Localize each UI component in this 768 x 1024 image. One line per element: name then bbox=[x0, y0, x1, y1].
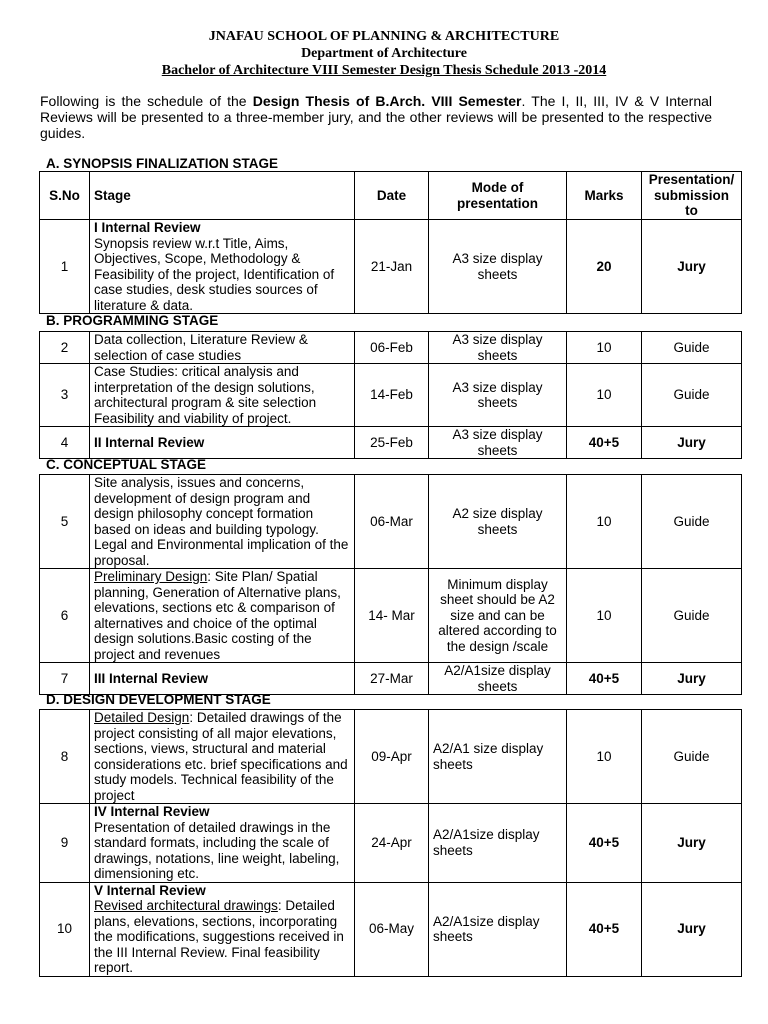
row-to: Jury bbox=[642, 804, 742, 883]
row-marks: 20 bbox=[567, 220, 642, 314]
row-marks: 10 bbox=[567, 332, 642, 364]
row-stage bbox=[90, 569, 355, 663]
row-mode: A2/A1size display sheets bbox=[429, 882, 567, 976]
row-stage: Case Studies: critical analysis and interpretation of the design solutions, architectural program & site selection Feasibility and viability of project. bbox=[90, 364, 355, 427]
row-mode: Minimum display sheet should be A2 size and can be altered according to the design /scale bbox=[429, 569, 567, 663]
table-row bbox=[40, 882, 742, 976]
row-date: 14-Feb bbox=[355, 364, 429, 427]
row-sno: 6 bbox=[40, 569, 90, 663]
row-mode: A2 size display sheets bbox=[429, 475, 567, 569]
col-header-marks: Marks bbox=[567, 172, 642, 220]
row-to: Guide bbox=[642, 364, 742, 427]
row-mode: A2/A1size display sheets bbox=[429, 804, 567, 883]
row-sno: 2 bbox=[40, 332, 90, 364]
row-stage-desc: Synopsis review w.r.t Title, Aims, Objectives, Scope, Methodology & Feasibility of the project, Identification of case studies, desk studies sources of literature & data. bbox=[94, 235, 335, 313]
table-row bbox=[40, 220, 742, 314]
row-date: 06-May bbox=[355, 882, 429, 976]
row-stage bbox=[90, 710, 355, 804]
row-marks: 10 bbox=[567, 475, 642, 569]
row-sno: 3 bbox=[40, 364, 90, 427]
row-mode: A2/A1size display sheets bbox=[429, 663, 567, 695]
table-row bbox=[40, 332, 742, 364]
row-mode: A3 size display sheets bbox=[429, 364, 567, 427]
row-stage-desc: : Site Plan/ Spatial planning, Generation of Alternative plans, elevations, sections etc & comparison of alternatives and choice of the optimal design solutions.Basic costing of the project and revenues bbox=[94, 569, 341, 662]
document-header bbox=[0, 28, 768, 79]
row-mode: A3 size display sheets bbox=[429, 427, 567, 459]
row-to: Guide bbox=[642, 332, 742, 364]
row-stage bbox=[90, 804, 355, 883]
row-sno: 5 bbox=[40, 475, 90, 569]
row-date: 09-Apr bbox=[355, 710, 429, 804]
table-section-d bbox=[39, 709, 742, 977]
section-b-title: B. PROGRAMMING STAGE bbox=[46, 313, 219, 328]
row-marks: 10 bbox=[567, 364, 642, 427]
row-to: Jury bbox=[642, 663, 742, 695]
section-a-title: A. SYNOPSIS FINALIZATION STAGE bbox=[46, 156, 279, 171]
row-stage: Site analysis, issues and concerns, development of design program and design philosophy concept formation based on ideas and building typology. Legal and Environmental implication of the proposal. bbox=[90, 475, 355, 569]
row-sno: 10 bbox=[40, 882, 90, 976]
row-stage-desc: : Detailed drawings of the project consisting of all major elevations, sections, views, structural and material considerations etc. brief specifications and study models. Technical feasibility of the project bbox=[94, 710, 348, 803]
row-stage-title: I Internal Review bbox=[94, 220, 201, 235]
row-date: 06-Mar bbox=[355, 475, 429, 569]
row-date: 24-Apr bbox=[355, 804, 429, 883]
row-mode: A3 size display sheets bbox=[429, 332, 567, 364]
row-date: 21-Jan bbox=[355, 220, 429, 314]
row-to: Guide bbox=[642, 475, 742, 569]
department-name: Department of Architecture bbox=[301, 46, 467, 61]
row-date: 14- Mar bbox=[355, 569, 429, 663]
row-sno: 9 bbox=[40, 804, 90, 883]
table-section-c bbox=[39, 474, 742, 695]
row-stage-title: IV Internal Review bbox=[94, 804, 210, 819]
table-section-b bbox=[39, 331, 742, 459]
row-marks: 10 bbox=[567, 710, 642, 804]
col-header-stage: Stage bbox=[90, 172, 355, 220]
table-row bbox=[40, 569, 742, 663]
row-stage-underlined: Preliminary Design bbox=[94, 569, 208, 584]
row-sno: 7 bbox=[40, 663, 90, 695]
row-to: Jury bbox=[642, 882, 742, 976]
section-c-title: C. CONCEPTUAL STAGE bbox=[46, 457, 207, 472]
intro-bold: Design Thesis of B.Arch. VIII Semester bbox=[252, 93, 522, 109]
row-sno: 8 bbox=[40, 710, 90, 804]
row-marks: 40+5 bbox=[567, 804, 642, 883]
schedule-title: Bachelor of Architecture VIII Semester Design Thesis Schedule 2013 -2014 bbox=[161, 63, 607, 78]
row-stage: Data collection, Literature Review & selection of case studies bbox=[90, 332, 355, 364]
section-d-title: D. DESIGN DEVELOPMENT STAGE bbox=[46, 692, 271, 707]
col-header-to: Presentation/ submission to bbox=[642, 172, 742, 220]
table-row bbox=[40, 710, 742, 804]
col-header-sno: S.No bbox=[40, 172, 90, 220]
table-section-a bbox=[39, 171, 742, 314]
row-marks: 10 bbox=[567, 569, 642, 663]
col-header-date: Date bbox=[355, 172, 429, 220]
row-mode: A3 size display sheets bbox=[429, 220, 567, 314]
table-row bbox=[40, 804, 742, 883]
row-stage-desc: Presentation of detailed drawings in the standard formats, including the scale of drawings, notations, line weight, labeling, dimensioning etc. bbox=[94, 819, 340, 881]
row-sno: 4 bbox=[40, 427, 90, 459]
row-stage-title: II Internal Review bbox=[90, 427, 355, 459]
row-stage-underlined: Detailed Design bbox=[94, 710, 190, 725]
row-stage-underlined: Revised architectural drawings bbox=[94, 898, 278, 913]
row-to: Jury bbox=[642, 220, 742, 314]
row-to: Guide bbox=[642, 710, 742, 804]
row-stage bbox=[90, 220, 355, 314]
intro-pre: Following is the schedule of the bbox=[40, 93, 253, 109]
row-mode: A2/A1 size display sheets bbox=[429, 710, 567, 804]
table-header-row bbox=[40, 172, 742, 220]
row-marks: 40+5 bbox=[567, 427, 642, 459]
school-name: JNAFAU SCHOOL OF PLANNING & ARCHITECTURE bbox=[208, 29, 560, 44]
intro-paragraph bbox=[40, 93, 712, 141]
table-row bbox=[40, 475, 742, 569]
row-to: Jury bbox=[642, 427, 742, 459]
row-marks: 40+5 bbox=[567, 663, 642, 695]
row-marks: 40+5 bbox=[567, 882, 642, 976]
row-date: 25-Feb bbox=[355, 427, 429, 459]
row-sno: 1 bbox=[40, 220, 90, 314]
row-stage bbox=[90, 882, 355, 976]
row-date: 06-Feb bbox=[355, 332, 429, 364]
row-stage-title: III Internal Review bbox=[90, 663, 355, 695]
row-stage-title: V Internal Review bbox=[94, 882, 206, 898]
col-header-mode: Mode of presentation bbox=[429, 172, 567, 220]
row-date: 27-Mar bbox=[355, 663, 429, 695]
row-to: Guide bbox=[642, 569, 742, 663]
table-row bbox=[40, 364, 742, 427]
intro-post: . The I, II, III, IV & V Internal Reviews will be presented to a three-member jury, and the other reviews will be presented to the respective guides. bbox=[40, 93, 712, 141]
row-stage-desc: : Detailed plans, elevations, sections, incorporating the modifications, suggestions received in the III Internal Review. Final feasibility report. bbox=[94, 898, 344, 975]
table-row bbox=[40, 663, 742, 695]
table-row bbox=[40, 427, 742, 459]
